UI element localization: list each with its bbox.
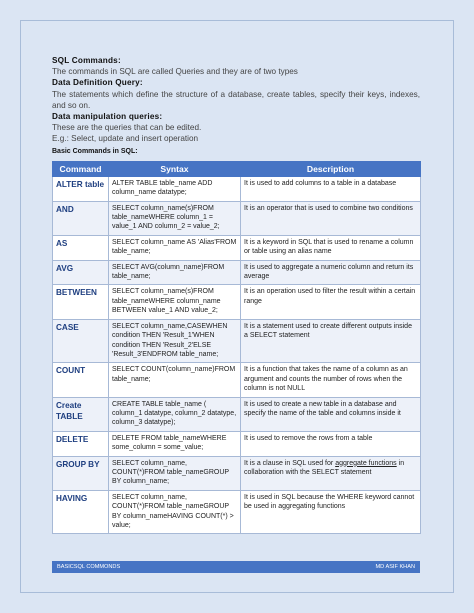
syntax-cell: SELECT column_name(s)FROM table_nameWHERE column_1 = value_1 AND column_2 = value_2; — [109, 201, 241, 235]
footer-title: BASICSQL COMMONDS — [57, 564, 121, 570]
table-header-row — [53, 161, 421, 176]
command-cell: BETWEEN — [53, 285, 109, 319]
description-cell: It is used to remove the rows from a table — [241, 431, 421, 456]
table-row — [53, 260, 421, 285]
dml-text-2: E.g.: Select, update and insert operation — [52, 134, 199, 144]
footer-author: MD ASIF KHAN — [375, 564, 415, 570]
description-cell: It is a statement used to create different outputs inside a SELECT statement — [241, 319, 421, 363]
table-row — [53, 456, 421, 490]
description-cell: It is a keyword in SQL that is used to rename a column or table using an alias name — [241, 235, 421, 260]
syntax-cell: SELECT column_name(s)FROM table_nameWHERE column_name BETWEEN value_1 AND value_2; — [109, 285, 241, 319]
sql-commands-text: The commands in SQL are called Queries and they are of two types — [52, 67, 298, 77]
command-cell: HAVING — [53, 490, 109, 534]
command-cell: ALTER table — [53, 176, 109, 201]
column-header-description: Description — [241, 161, 421, 176]
syntax-cell: DELETE FROM table_nameWHERE some_column = some_value; — [109, 431, 241, 456]
description-cell: It is used to create a new table in a database and specify the name of the table and columns inside it — [241, 397, 421, 431]
intro-section — [52, 55, 420, 157]
command-cell: AND — [53, 201, 109, 235]
command-cell: GROUP BY — [53, 456, 109, 490]
syntax-cell: SELECT column_name AS 'Alias'FROM table_name; — [109, 235, 241, 260]
description-text-after: in collaboration with the SELECT statement — [244, 459, 405, 476]
table-row — [53, 201, 421, 235]
table-row — [53, 363, 421, 397]
command-cell: Create TABLE — [53, 397, 109, 431]
commands-table — [52, 161, 421, 535]
column-header-syntax: Syntax — [109, 161, 241, 176]
table-row — [53, 285, 421, 319]
description-cell: It is a function that takes the name of a column as an argument and counts the number of rows when the column is not NULL — [241, 363, 421, 397]
table-row — [53, 319, 421, 363]
command-cell: CASE — [53, 319, 109, 363]
dml-text-1: These are the queries that can be edited. — [52, 123, 202, 133]
sql-commands-heading: SQL Commands: — [52, 56, 121, 65]
command-cell: DELETE — [53, 431, 109, 456]
description-cell: It is used in SQL because the WHERE keyword cannot be used in aggregating functions — [241, 490, 421, 534]
syntax-cell: ALTER TABLE table_name ADD column_name datatype; — [109, 176, 241, 201]
command-cell: AVG — [53, 260, 109, 285]
table-row — [53, 431, 421, 456]
ddl-heading: Data Definition Query: — [52, 78, 143, 88]
description-cell: It is used to aggregate a numeric column and return its average — [241, 260, 421, 285]
table-row — [53, 397, 421, 431]
syntax-cell: SELECT COUNT(column_name)FROM table_name; — [109, 363, 241, 397]
syntax-cell: SELECT column_name, COUNT(*)FROM table_nameGROUP BY column_name; — [109, 456, 241, 490]
table-row — [53, 176, 421, 201]
column-header-command: Command — [53, 161, 109, 176]
description-text-before: It is a clause in SQL used for — [244, 459, 336, 467]
command-cell: AS — [53, 235, 109, 260]
syntax-cell: SELECT column_name, COUNT(*)FROM table_nameGROUP BY column_nameHAVING COUNT(*) > value; — [109, 490, 241, 534]
page-footer — [52, 561, 420, 573]
syntax-cell: SELECT AVG(column_name)FROM table_name; — [109, 260, 241, 285]
dml-heading: Data manipulation queries: — [52, 112, 163, 122]
command-cell: COUNT — [53, 363, 109, 397]
description-cell: It is an operation used to filter the result within a certain range — [241, 285, 421, 319]
table-row — [53, 235, 421, 260]
syntax-cell: SELECT column_name,CASEWHEN condition THEN 'Result_1'WHEN condition THEN 'Result_2'ELSE 'Result_3'ENDFROM table_name; — [109, 319, 241, 363]
aggregate-functions-link[interactable]: aggregate functions — [335, 459, 397, 467]
description-cell: It is used to add columns to a table in a database — [241, 176, 421, 201]
basic-commands-heading: Basic Commands in SQL: — [52, 147, 138, 155]
ddl-text: The statements which define the structure of a database, create tables, specify their keys, indexes, and so on. — [52, 89, 420, 110]
description-cell: It is an operator that is used to combine two conditions — [241, 201, 421, 235]
syntax-cell: CREATE TABLE table_name ( column_1 datatype, column_2 datatype, column_3 datatype); — [109, 397, 241, 431]
table-row — [53, 490, 421, 534]
page-content — [52, 55, 420, 534]
description-cell — [241, 456, 421, 490]
